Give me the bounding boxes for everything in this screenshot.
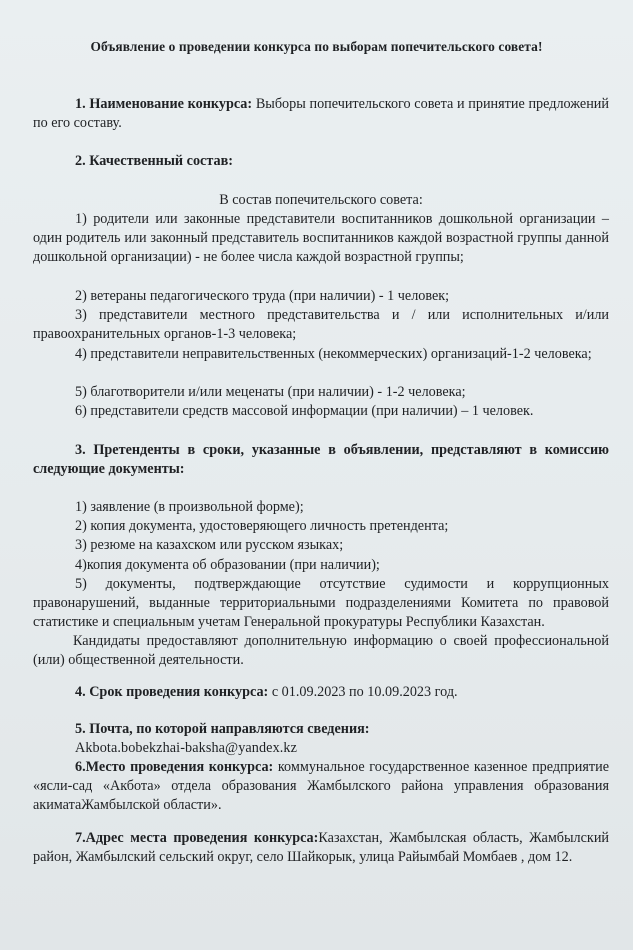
section-6: [33, 758, 609, 816]
section-4-label: 4. Срок проведения конкурса:: [75, 684, 269, 700]
section-4-text: с 01.09.2023 по 10.09.2023 год.: [268, 684, 458, 700]
section-2-heading: [33, 152, 609, 171]
section-3-label: 3. Претенденты в сроки, указанные в объявлении, представляют в комиссию следующие документы:: [33, 442, 609, 478]
section-6-label: 6.Место проведения конкурса:: [75, 759, 274, 775]
section-7-label: 7.Адрес места проведения конкурса:: [75, 830, 319, 846]
section-6-text: коммунальное государственное казенное предприятие «ясли-сад «Акбота» отдела образования Жамбылского района управления образования акиматаЖамбылской области».: [33, 759, 609, 814]
document-title: Объявление о проведении конкурса по выборам попечительского совета!: [90, 39, 543, 54]
section-1: [33, 95, 609, 133]
section-4: [33, 683, 609, 702]
section-7-text: Казахстан, Жамбылская область, Жамбылский район, Жамбылский сельский округ, село Шайкорык, улица Райымбай Момбаев , дом 12.: [33, 830, 609, 866]
section-2-item-5: 5) благотворители и/или меценаты (при наличии) - 1-2 человека;: [75, 384, 466, 400]
section-3-heading: [33, 441, 609, 479]
section-3-item-2: 2) копия документа, удостоверяющего личность претендента;: [75, 518, 449, 534]
section-1-text: Выборы попечительского совета и принятие предложений по его составу.: [33, 96, 609, 132]
email-address: Akbota.bobekzhai-baksha@yandex.kz: [75, 740, 298, 756]
section-3-item-4: 4)копия документа об образовании (при наличии);: [75, 557, 380, 573]
section-7: [33, 829, 609, 867]
section-5-heading: [33, 720, 609, 739]
section-2-label: 2. Качественный состав:: [75, 153, 233, 169]
section-2-intro-text: В состав попечительского совета:: [219, 192, 423, 208]
section-5-label: 5. Почта, по которой направляются сведения:: [75, 721, 370, 737]
section-2-item-3: 3) представители местного представительства и / или исполнительных и/или правоохранительных органов-1-3 человека;: [33, 307, 609, 343]
section-5-email: [33, 739, 609, 758]
section-1-label: 1. Наименование конкурса:: [75, 96, 253, 112]
section-2-item-6: 6) представители средств массовой информации (при наличии) – 1 человек.: [75, 403, 534, 419]
section-3-note: Кандидаты предоставляют дополнительную информацию о своей профессиональной (или) общественной деятельности.: [33, 633, 609, 669]
section-2-intro: [33, 191, 609, 210]
section-3-item-5: 5) документы, подтверждающие отсутствие судимости и коррупционных правонарушений, выданные территориальными подразделениями Комитета по правовой статистике и специальным учетам Генеральной прокуратуры Республики Казахстан.: [33, 576, 609, 631]
section-2-item-2: 2) ветераны педагогического труда (при наличии) - 1 человек;: [75, 288, 450, 304]
section-3-item-3: 3) резюме на казахском или русском языках;: [75, 537, 344, 553]
section-3-item-1: 1) заявление (в произвольной форме);: [75, 499, 304, 515]
section-2-item-1: 1) родители или законные представители воспитанников дошкольной организации – один родитель или законный представитель воспитанников каждой возрастной группы данной дошкольной организации) - не более числа каждой возрастной группы;: [33, 211, 609, 266]
section-2-item-4: 4) представители неправительственных (некоммерческих) организаций-1-2 человека;: [75, 346, 592, 362]
